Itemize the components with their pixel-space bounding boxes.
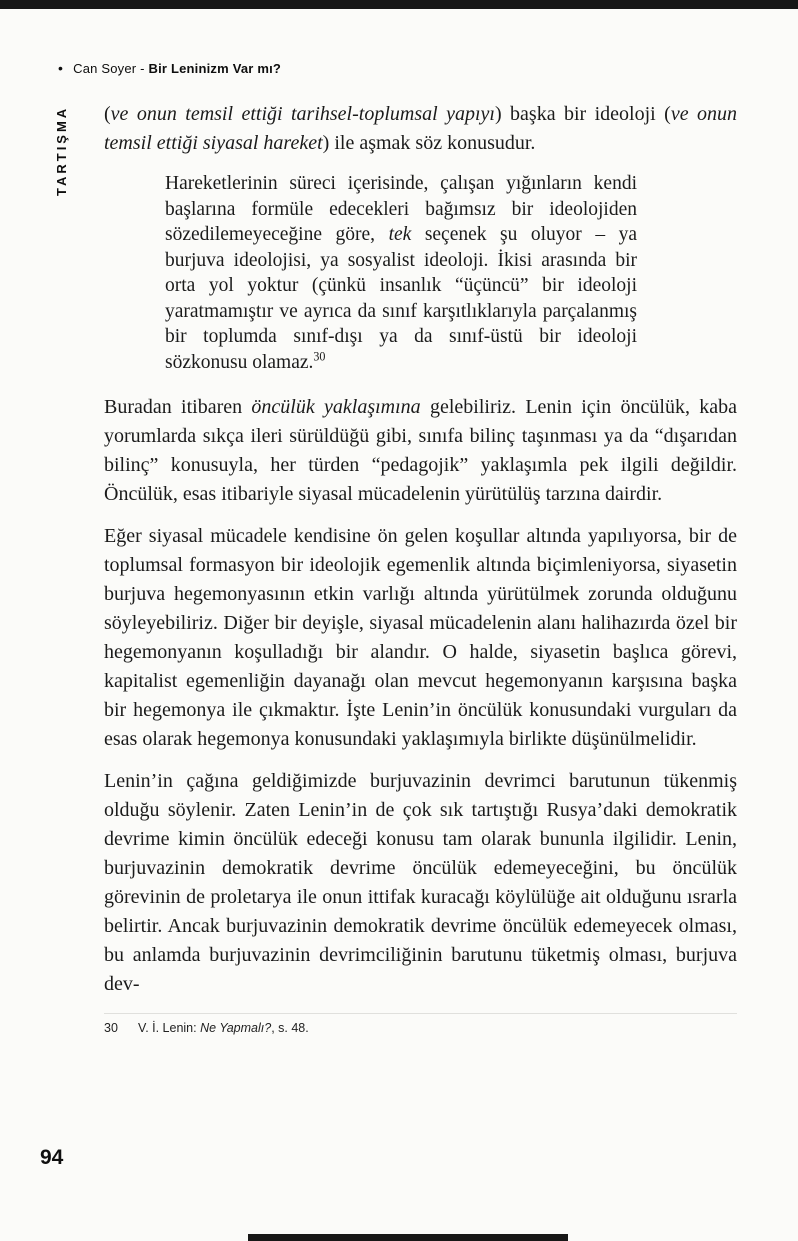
- footnote-work-title: Ne Yapmalı?: [200, 1021, 272, 1035]
- page-body: [104, 100, 737, 1035]
- footnote-text: , s. 48.: [271, 1021, 309, 1035]
- page-bottom-edge: [248, 1234, 568, 1241]
- text-run-italic: tek: [388, 224, 412, 245]
- text-run-italic: ve onun temsil ettiği tarihsel-toplumsal yapıyı: [110, 103, 495, 125]
- page-top-edge: [0, 0, 798, 9]
- header-book-title: Bir Leninizm Var mı?: [148, 61, 282, 76]
- text-run: ) ile aşmak söz konusudur.: [322, 132, 536, 154]
- text-run: (: [104, 103, 111, 125]
- header-author: Can Soyer -: [73, 61, 149, 76]
- footnote: [104, 1021, 737, 1035]
- text-run: Buradan itibaren: [104, 396, 252, 418]
- text-run: Hareketlerinin süreci içerisinde, çalışan yığınların kendi başlarına formüle edecekleri bağımsız bir ideolojiden sözedilemeyeceğine göre,: [165, 173, 637, 245]
- text-run: seçenek şu oluyor – ya burjuva ideolojisi, ya sosyalist ideoloji. İkisi arasında bir orta yol yoktur (çünkü insanlık “üçüncü” bir ideoloji yaratmamıştır ve ayrıca da sınıf karşıtlıklarıyla parçalanmış bir toplumda sınıf-dışı ya da sınıf-üstü bir ideoloji sözkonusu olamaz.: [165, 224, 637, 373]
- text-run: Lenin’in çağına geldiğimizde burjuvazinin devrimci barutunun tükenmiş olduğu söylenir. Zaten Lenin’in de çok sık tartıştığı Rusya’daki demokratik devrime kimin öncülük edeceği konusu tam olarak bununla ilgilidir. Lenin, burjuvazinin demokratik devrime öncülük edemeyeceğini, bu öncülük görevinin de proletarya ile onun ittifak kuracağı köylülüğe ait olduğunu ısrarla belirtir. Ancak burjuvazinin demokratik devrime öncülük edemeyecek olması, bu anlamda burjuvazinin devrimciliğinin barutunu tüketmiş olması, burjuva dev-: [104, 770, 737, 995]
- text-run: gelebiliriz. Lenin için öncülük, kaba yorumlarda sıkça ileri sürüldüğü gibi, sınıfa bilinç taşınması ya da “dışarıdan bilinç” konusuyla, her türden “pedagojik” yaklaşımla pek ilgili değildir. Öncülük, esas itibariyle siyasal mücadelenin yürütülüş tarzına dairdir.: [104, 396, 737, 505]
- paragraph-4: [104, 767, 737, 999]
- paragraph-2: [104, 393, 737, 509]
- text-run-italic: ve onun temsil ettiği siyasal hareket: [104, 103, 737, 154]
- block-quote: [104, 171, 737, 375]
- footnote-number: 30: [104, 1021, 118, 1035]
- footnote-text: V. İ. Lenin:: [138, 1021, 201, 1035]
- page-number: 94: [40, 1146, 64, 1169]
- page-header: [58, 60, 281, 76]
- text-run: Eğer siyasal mücadele kendisine ön gelen koşullar altında yapılıyorsa, bir de toplumsal formasyon bir ideolojik egemenlik altında biçimleniyorsa, siyasetin burjuva hegemonyasının etkin varlığı altında yürütülmek zorunda olduğunu söyleyebiliriz. Diğer bir deyişle, siyasal mücadelenin alanı halihazırda özel bir hegemonyanın koşulladığı bir alandır. O halde, siyasetin başlıca görevi, kapitalist egemenliğin dayanağı olan mevcut hegemonyanın karşısına başka bir hegemonya ile çıkmaktır. İşte Lenin’in öncülük konusundaki vurguları da esas olarak hegemonya konusundaki yaklaşımıyla birlikte düşünülmelidir.: [104, 525, 737, 750]
- paragraph-3: [104, 522, 737, 754]
- header-bullet-icon: •: [58, 60, 64, 76]
- footnote-reference-30: 30: [313, 349, 326, 363]
- footnote-separator: [104, 1013, 737, 1014]
- section-label-vertical: TARTIŞMA: [54, 105, 69, 196]
- text-run-italic: öncülük yaklaşımına: [251, 396, 421, 418]
- paragraph-1: [104, 100, 737, 158]
- text-run: ) başka bir ideoloji (: [494, 103, 671, 125]
